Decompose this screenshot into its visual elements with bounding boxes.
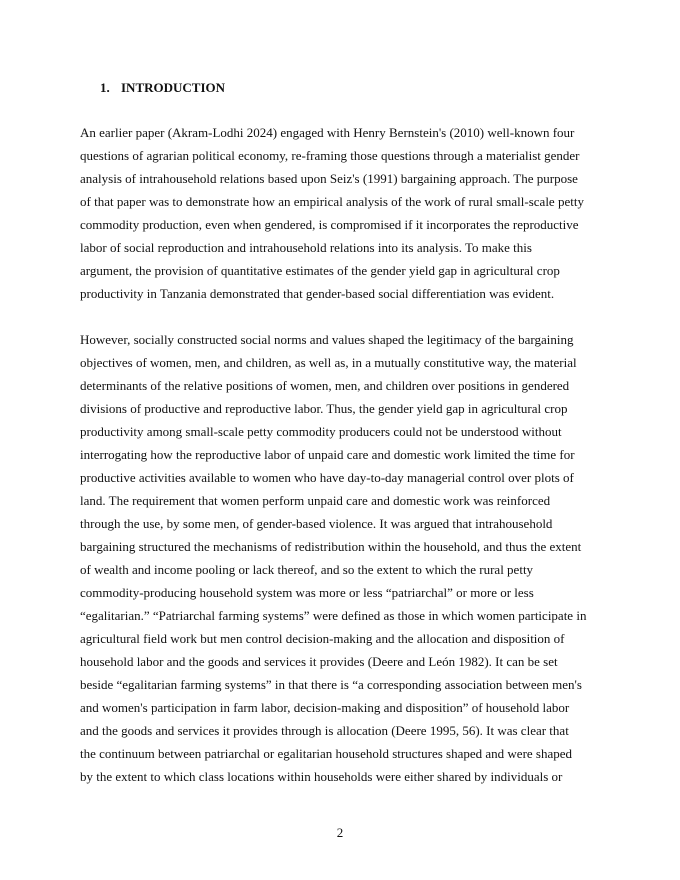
text-line: commodity production, even when gendered, is compromised if it incorporates the reproductive <box>80 217 579 232</box>
text-line: bargaining structured the mechanisms of redistribution within the household, and thus the extent <box>80 539 582 554</box>
text-line: determinants of the relative positions of women, men, and children over positions in gendered <box>80 378 570 393</box>
text-line: and women's participation in farm labor, decision-making and disposition” of household labor <box>80 700 570 715</box>
text-line: land. The requirement that women perform unpaid care and domestic work was reinforced <box>80 493 551 508</box>
text-line: An earlier paper (Akram-Lodhi 2024) engaged with Henry Bernstein's (2010) well-known four <box>80 125 575 140</box>
text-line: of that paper was to demonstrate how an empirical analysis of the work of rural small-scale petty <box>80 194 584 209</box>
text-line: argument, the provision of quantitative estimates of the gender yield gap in agricultural crop <box>80 263 560 278</box>
text-line: household labor and the goods and services it provides (Deere and León 1982). It can be set <box>80 654 558 669</box>
text-line: productivity among small-scale petty commodity producers could not be understood without <box>80 424 562 439</box>
text-line: labor of social reproduction and intrahousehold relations into its analysis. To make this <box>80 240 532 255</box>
text-line: beside “egalitarian farming systems” in that there is “a corresponding association between men's <box>80 677 582 692</box>
text-line: through the use, by some men, of gender-based violence. It was argued that intrahousehold <box>80 516 553 531</box>
text-line: of wealth and income pooling or lack thereof, and so the extent to which the rural petty <box>80 562 534 577</box>
text-line: divisions of productive and reproductive labor. Thus, the gender yield gap in agricultural crop <box>80 401 568 416</box>
text-line: “egalitarian.” “Patriarchal farming systems” were defined as those in which women participate in <box>80 608 587 623</box>
page-number: 2 <box>336 825 344 840</box>
text-line: productive activities available to women who have day-to-day managerial control over plots of <box>80 470 574 485</box>
text-line: and the goods and services it provides through is allocation (Deere 1995, 56). It was clear that <box>80 723 569 738</box>
text-line: by the extent to which class locations within households were either shared by individuals or <box>80 769 563 784</box>
text-line: However, socially constructed social norms and values shaped the legitimacy of the bargaining <box>80 332 574 347</box>
section-number: 1. <box>100 80 110 95</box>
text-line: productivity in Tanzania demonstrated that gender-based social differentiation was evident. <box>80 286 555 301</box>
section-heading <box>100 79 225 97</box>
section-title: INTRODUCTION <box>121 80 226 95</box>
text-line: commodity-producing household system was more or less “patriarchal” or more or less <box>80 585 534 600</box>
text-line: objectives of women, men, and children, as well as, in a mutually constitutive way, the material <box>80 355 577 370</box>
text-line: the continuum between patriarchal or egalitarian household structures shaped and were shaped <box>80 746 573 761</box>
text-line: analysis of intrahousehold relations based upon Seiz's (1991) bargaining approach. The purpose <box>80 171 578 186</box>
text-line: interrogating how the reproductive labor of unpaid care and domestic work limited the time for <box>80 447 575 462</box>
text-line: agricultural field work but men control decision-making and the allocation and disposition of <box>80 631 565 646</box>
text-line: questions of agrarian political economy, re-framing those questions through a materialist gender <box>80 148 580 163</box>
